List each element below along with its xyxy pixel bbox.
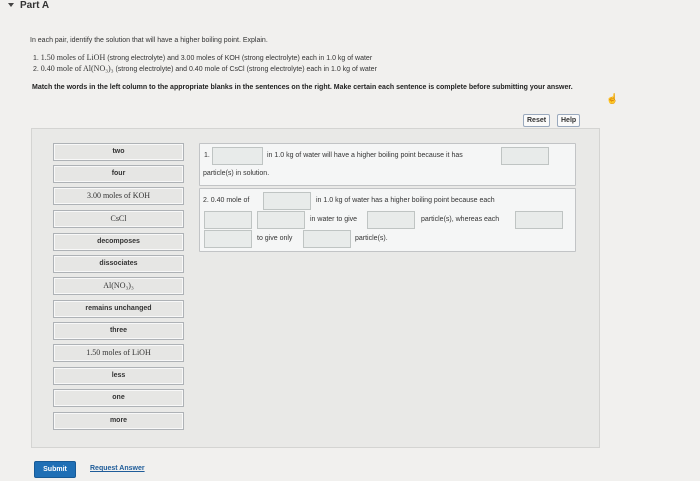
line-1-text-c: (strong electrolyte) each in 1.0 kg of water [241,55,373,62]
sentence-2-blank-3[interactable] [257,211,305,229]
sentence-2-blank-1[interactable] [263,192,311,210]
line-2-text-b: (strong electrolyte) and 0.40 mole of CsCl [115,66,245,73]
question-line-1 [33,53,372,62]
submit-button[interactable]: Submit [34,461,76,478]
sentence-2-blank-6[interactable] [204,230,252,248]
chip-four[interactable]: four [53,165,184,183]
sentence-2-text-3: particle(s), whereas each [421,216,500,223]
line-1-number: 1. [33,55,39,62]
sentence-1-text-1: in 1.0 kg of water will have a higher boiling point because it has [267,152,463,159]
sentence-1-blank-1[interactable] [212,147,263,165]
sentence-2-blank-4[interactable] [367,211,415,229]
part-title: Part A [20,0,50,11]
instruction-text: Match the words in the left column to the appropriate blanks in the sentences on the right. Make certain each sentence is complete before submitting your answer. [32,84,573,91]
sentence-2-blank-7[interactable] [303,230,351,248]
chip-3-moles-koh[interactable]: 3.00 moles of KOH [53,187,184,205]
line-2-text-c: (strong electrolyte) each in 1.0 kg of water [246,66,377,73]
sentence-2-text-2: in water to give [310,216,358,223]
sentence-2-lead: 2. 0.40 mole of [203,197,250,204]
chip-two[interactable]: two [53,143,184,161]
chip-less[interactable]: less [53,367,184,385]
line-2-solution-a: 0.40 mole of Al(NO₃)₃ [40,64,114,73]
chip-1-50-moles-lioh[interactable]: 1.50 moles of LiOH [53,344,184,362]
line-1-solution-a: 1.50 moles of LiOH [40,53,106,62]
sentence-1-number: 1. [204,152,210,159]
sentence-1-blank-2[interactable] [501,147,549,165]
chip-cscl[interactable]: CsCl [53,210,184,228]
sentence-1-text-2: particle(s) in solution. [203,170,270,177]
chip-one[interactable]: one [53,389,184,407]
question-line-2 [33,64,377,73]
sentence-2-text-4: to give only [257,235,293,242]
line-1-text-b: (strong electrolyte) and 3.00 moles of KOH [107,55,240,62]
sentence-2-blank-5[interactable] [515,211,563,229]
chip-al-no3-3[interactable]: Al(NO₃)₃ [53,277,184,295]
sentence-2-text-5: particle(s). [355,235,388,242]
reset-button[interactable]: Reset [523,114,550,127]
chip-dissociates[interactable]: dissociates [53,255,184,273]
help-button[interactable]: Help [557,114,580,127]
chip-decomposes[interactable]: decomposes [53,233,184,251]
question-prompt: In each pair, identify the solution that will have a higher boiling point. Explain. [30,37,268,44]
line-2-number: 2. [33,66,39,73]
hand-cursor-icon: ☝ [606,94,619,105]
collapse-caret-icon[interactable] [8,3,14,7]
sentence-2-text-1: in 1.0 kg of water has a higher boiling point because each [316,197,495,204]
chip-more[interactable]: more [53,412,184,430]
sentence-2-blank-2[interactable] [204,211,252,229]
request-answer-link[interactable]: Request Answer [90,465,145,472]
chip-three[interactable]: three [53,322,184,340]
chip-remains-unchanged[interactable]: remains unchanged [53,300,184,318]
part-a-header[interactable] [8,0,49,11]
